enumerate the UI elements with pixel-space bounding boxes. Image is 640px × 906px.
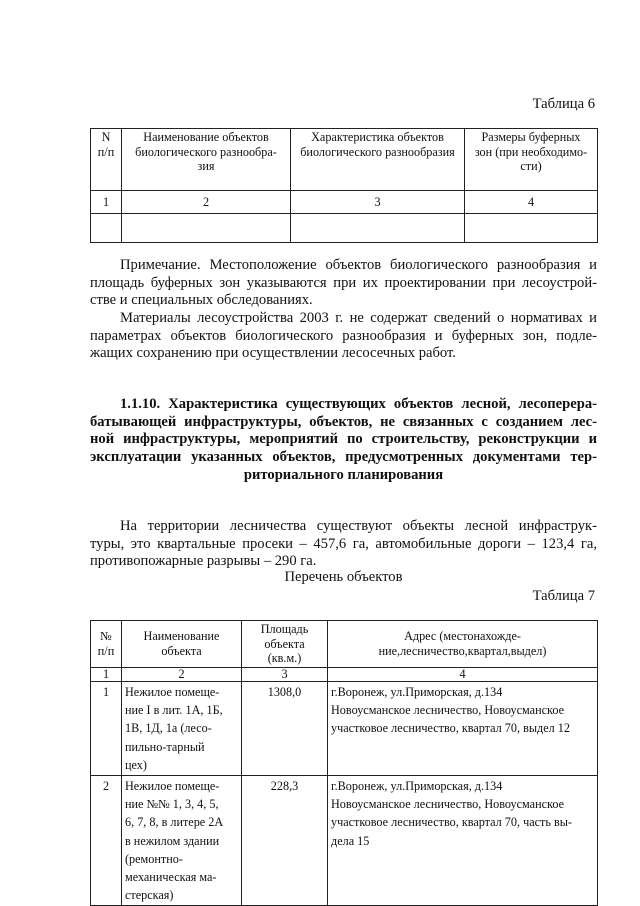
number-cell: 4 [465, 191, 598, 214]
header-cell: Площадь объекта (кв.м.) [242, 621, 328, 668]
text-line: параметрах объектов биологического разнообразия и буферных зон, подле- [90, 327, 597, 344]
header-cell: № п/п [91, 621, 122, 668]
text-line: Материалы лесоустройства 2003 г. не содержат сведений о нормативах и [120, 310, 597, 326]
object-area: 228,3 [242, 776, 328, 906]
object-name: Нежилое помеще- ние №№ 1, 3, 4, 5, 6, 7, 8, в литере 2А в нежилом здании (ремонтно- механическая ма- стерская) [122, 776, 242, 906]
text-line: риториального планирования [243, 466, 444, 483]
object-address: г.Воронеж, ул.Приморская, д.134 Новоусманское лесничество, Новоусманское участковое лесничество, квартал 70, часть вы- дела 15 [328, 776, 598, 906]
list-title: Перечень объектов [284, 569, 403, 585]
table-7 [90, 620, 598, 906]
number-cell: 3 [242, 668, 328, 682]
table-6 [90, 128, 598, 243]
table-row [91, 682, 598, 776]
table-7-caption: Таблица 7 [532, 588, 595, 604]
text-line: эксплуатации указанных объектов, предусмотренных документами тер- [90, 449, 597, 466]
empty-cell [91, 214, 122, 243]
number-cell: 1 [91, 191, 122, 214]
text-line: площадь буферных зон указываются при их проектировании при лесоустрой- [90, 274, 597, 291]
header-cell: Размеры буферных зон (при необходимо- сти) [465, 129, 598, 191]
number-cell: 1 [91, 668, 122, 682]
table-row [91, 776, 598, 906]
text-line: Примечание. Местоположение объектов биологического разнообразия и [120, 257, 597, 273]
header-cell: Наименование объектов биологического разнообра- зия [122, 129, 291, 191]
empty-cell [465, 214, 598, 243]
header-cell: Наименование объекта [122, 621, 242, 668]
number-cell: 2 [122, 191, 291, 214]
section-heading [90, 396, 597, 485]
text-line: жащих сохранению при осуществлении лесосечных работ. [90, 345, 456, 362]
materials-paragraph [90, 310, 597, 363]
text-line: стве и специальных обследованиях. [90, 292, 313, 309]
note-paragraph [90, 257, 597, 310]
text-line: туры, это квартальные просеки – 457,6 га, автомобильные дороги – 123,4 га, [90, 535, 597, 552]
number-cell: 2 [122, 668, 242, 682]
territory-paragraph [90, 518, 597, 571]
object-name: Нежилое помеще- ние I в лит. 1А, 1Б, 1В, 1Д, 1а (лесо- пильно-тарный цех) [122, 682, 242, 776]
column-number-row [91, 191, 598, 214]
text-line: ной инфраструктуры, мероприятий по строительству, реконструкции и [90, 431, 597, 448]
row-number: 2 [91, 776, 122, 906]
header-cell: N п/п [91, 129, 122, 191]
object-address: г.Воронеж, ул.Приморская, д.134 Новоусманское лесничество, Новоусманское участковое лесничество, квартал 70, выдел 12 [328, 682, 598, 776]
number-cell: 3 [291, 191, 465, 214]
number-cell: 4 [328, 668, 598, 682]
text-line: На территории лесничества существуют объекты лесной инфраструк- [120, 518, 597, 534]
text-line: противопожарные разрывы – 290 га. [90, 553, 317, 570]
column-number-row [91, 668, 598, 682]
empty-cell [291, 214, 465, 243]
row-number: 1 [91, 682, 122, 776]
header-cell: Характеристика объектов биологического разнообразия [291, 129, 465, 191]
table-header-row [91, 621, 598, 668]
text-line: 1.1.10. Характеристика существующих объектов лесной, лесоперера- [120, 396, 597, 412]
header-cell: Адрес (местонахожде- ние,лесничество,квартал,выдел) [328, 621, 598, 668]
table-6-caption: Таблица 6 [532, 96, 595, 112]
text-line: батывающей инфраструктуры, объектов, не связанных с созданием лес- [90, 413, 597, 430]
empty-row [91, 214, 598, 243]
object-area: 1308,0 [242, 682, 328, 776]
empty-cell [122, 214, 291, 243]
table-header-row [91, 129, 598, 191]
